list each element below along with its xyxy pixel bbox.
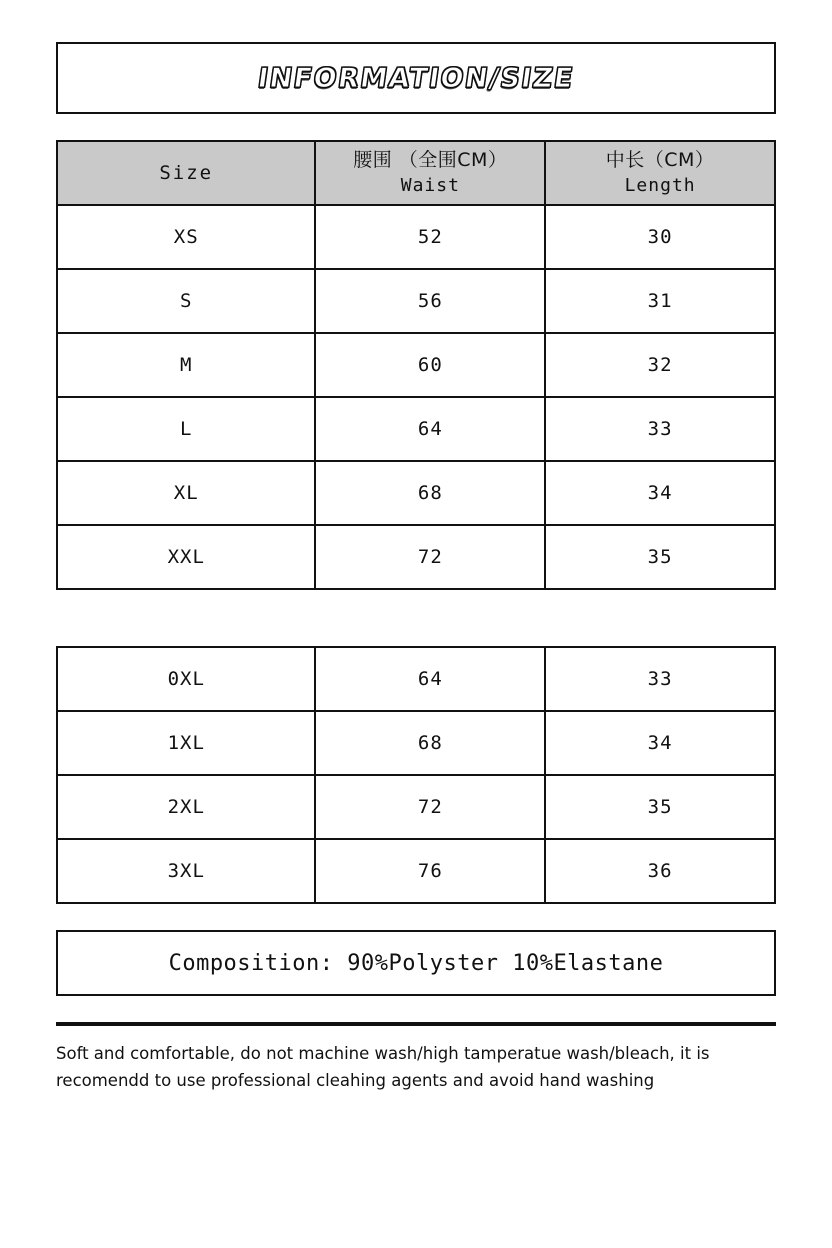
cell-length: 36	[545, 839, 775, 903]
header-size-label: Size	[159, 162, 214, 184]
table-header	[57, 141, 775, 205]
cell-size: 1XL	[57, 711, 315, 775]
cell-length: 32	[545, 333, 775, 397]
header-cell-size	[57, 141, 315, 205]
table-row	[57, 711, 775, 775]
cell-size: 2XL	[57, 775, 315, 839]
cell-waist: 52	[315, 205, 545, 269]
size-table-secondary	[56, 646, 776, 904]
header-waist-group	[316, 148, 544, 198]
cell-waist: 56	[315, 269, 545, 333]
table-header-row	[57, 141, 775, 205]
cell-length: 34	[545, 711, 775, 775]
table-spacer	[28, 590, 804, 620]
cell-waist: 72	[315, 525, 545, 589]
cell-length: 34	[545, 461, 775, 525]
table-body-primary	[57, 205, 775, 589]
header-length-label-en: Length	[624, 174, 696, 196]
cell-length: 35	[545, 775, 775, 839]
cell-size: 0XL	[57, 647, 315, 711]
cell-waist: 72	[315, 775, 545, 839]
cell-waist: 64	[315, 397, 545, 461]
composition-box	[56, 930, 776, 996]
cell-size: M	[57, 333, 315, 397]
header-length-label-cn: 中长（CM）	[605, 149, 715, 172]
cell-waist: 64	[315, 647, 545, 711]
cell-length: 30	[545, 205, 775, 269]
table-row	[57, 397, 775, 461]
cell-length: 31	[545, 269, 775, 333]
cell-waist: 68	[315, 461, 545, 525]
header-waist-label-en: Waist	[400, 174, 460, 196]
table-row	[57, 839, 775, 903]
cell-size: 3XL	[57, 839, 315, 903]
composition-text: Composition: 90%Polyster 10%Elastane	[168, 950, 664, 976]
header-length-group	[546, 148, 774, 198]
cell-waist: 60	[315, 333, 545, 397]
cell-length: 35	[545, 525, 775, 589]
header-cell-waist	[315, 141, 545, 205]
table-row	[57, 205, 775, 269]
table-row	[57, 461, 775, 525]
table-row	[57, 775, 775, 839]
title-banner	[56, 42, 776, 114]
cell-length: 33	[545, 647, 775, 711]
size-table-primary	[56, 140, 776, 590]
header-waist-label-cn: 腰围 （全围CM）	[353, 149, 508, 172]
table-row	[57, 647, 775, 711]
header-cell-length	[545, 141, 775, 205]
table-body-secondary	[57, 647, 775, 903]
page-title: INFORMATION/SIZE	[255, 62, 577, 94]
cell-size: XS	[57, 205, 315, 269]
cell-size: S	[57, 269, 315, 333]
table-row	[57, 333, 775, 397]
care-instructions: Soft and comfortable, do not machine wash/high tamperatue wash/bleach, it is recomendd to use professional cleahing agents and avoid hand washing	[56, 1044, 710, 1091]
divider-rule	[56, 1022, 776, 1026]
cell-size: XL	[57, 461, 315, 525]
cell-waist: 76	[315, 839, 545, 903]
table-row	[57, 269, 775, 333]
cell-size: XXL	[57, 525, 315, 589]
cell-length: 33	[545, 397, 775, 461]
table-row	[57, 525, 775, 589]
cell-waist: 68	[315, 711, 545, 775]
cell-size: L	[57, 397, 315, 461]
